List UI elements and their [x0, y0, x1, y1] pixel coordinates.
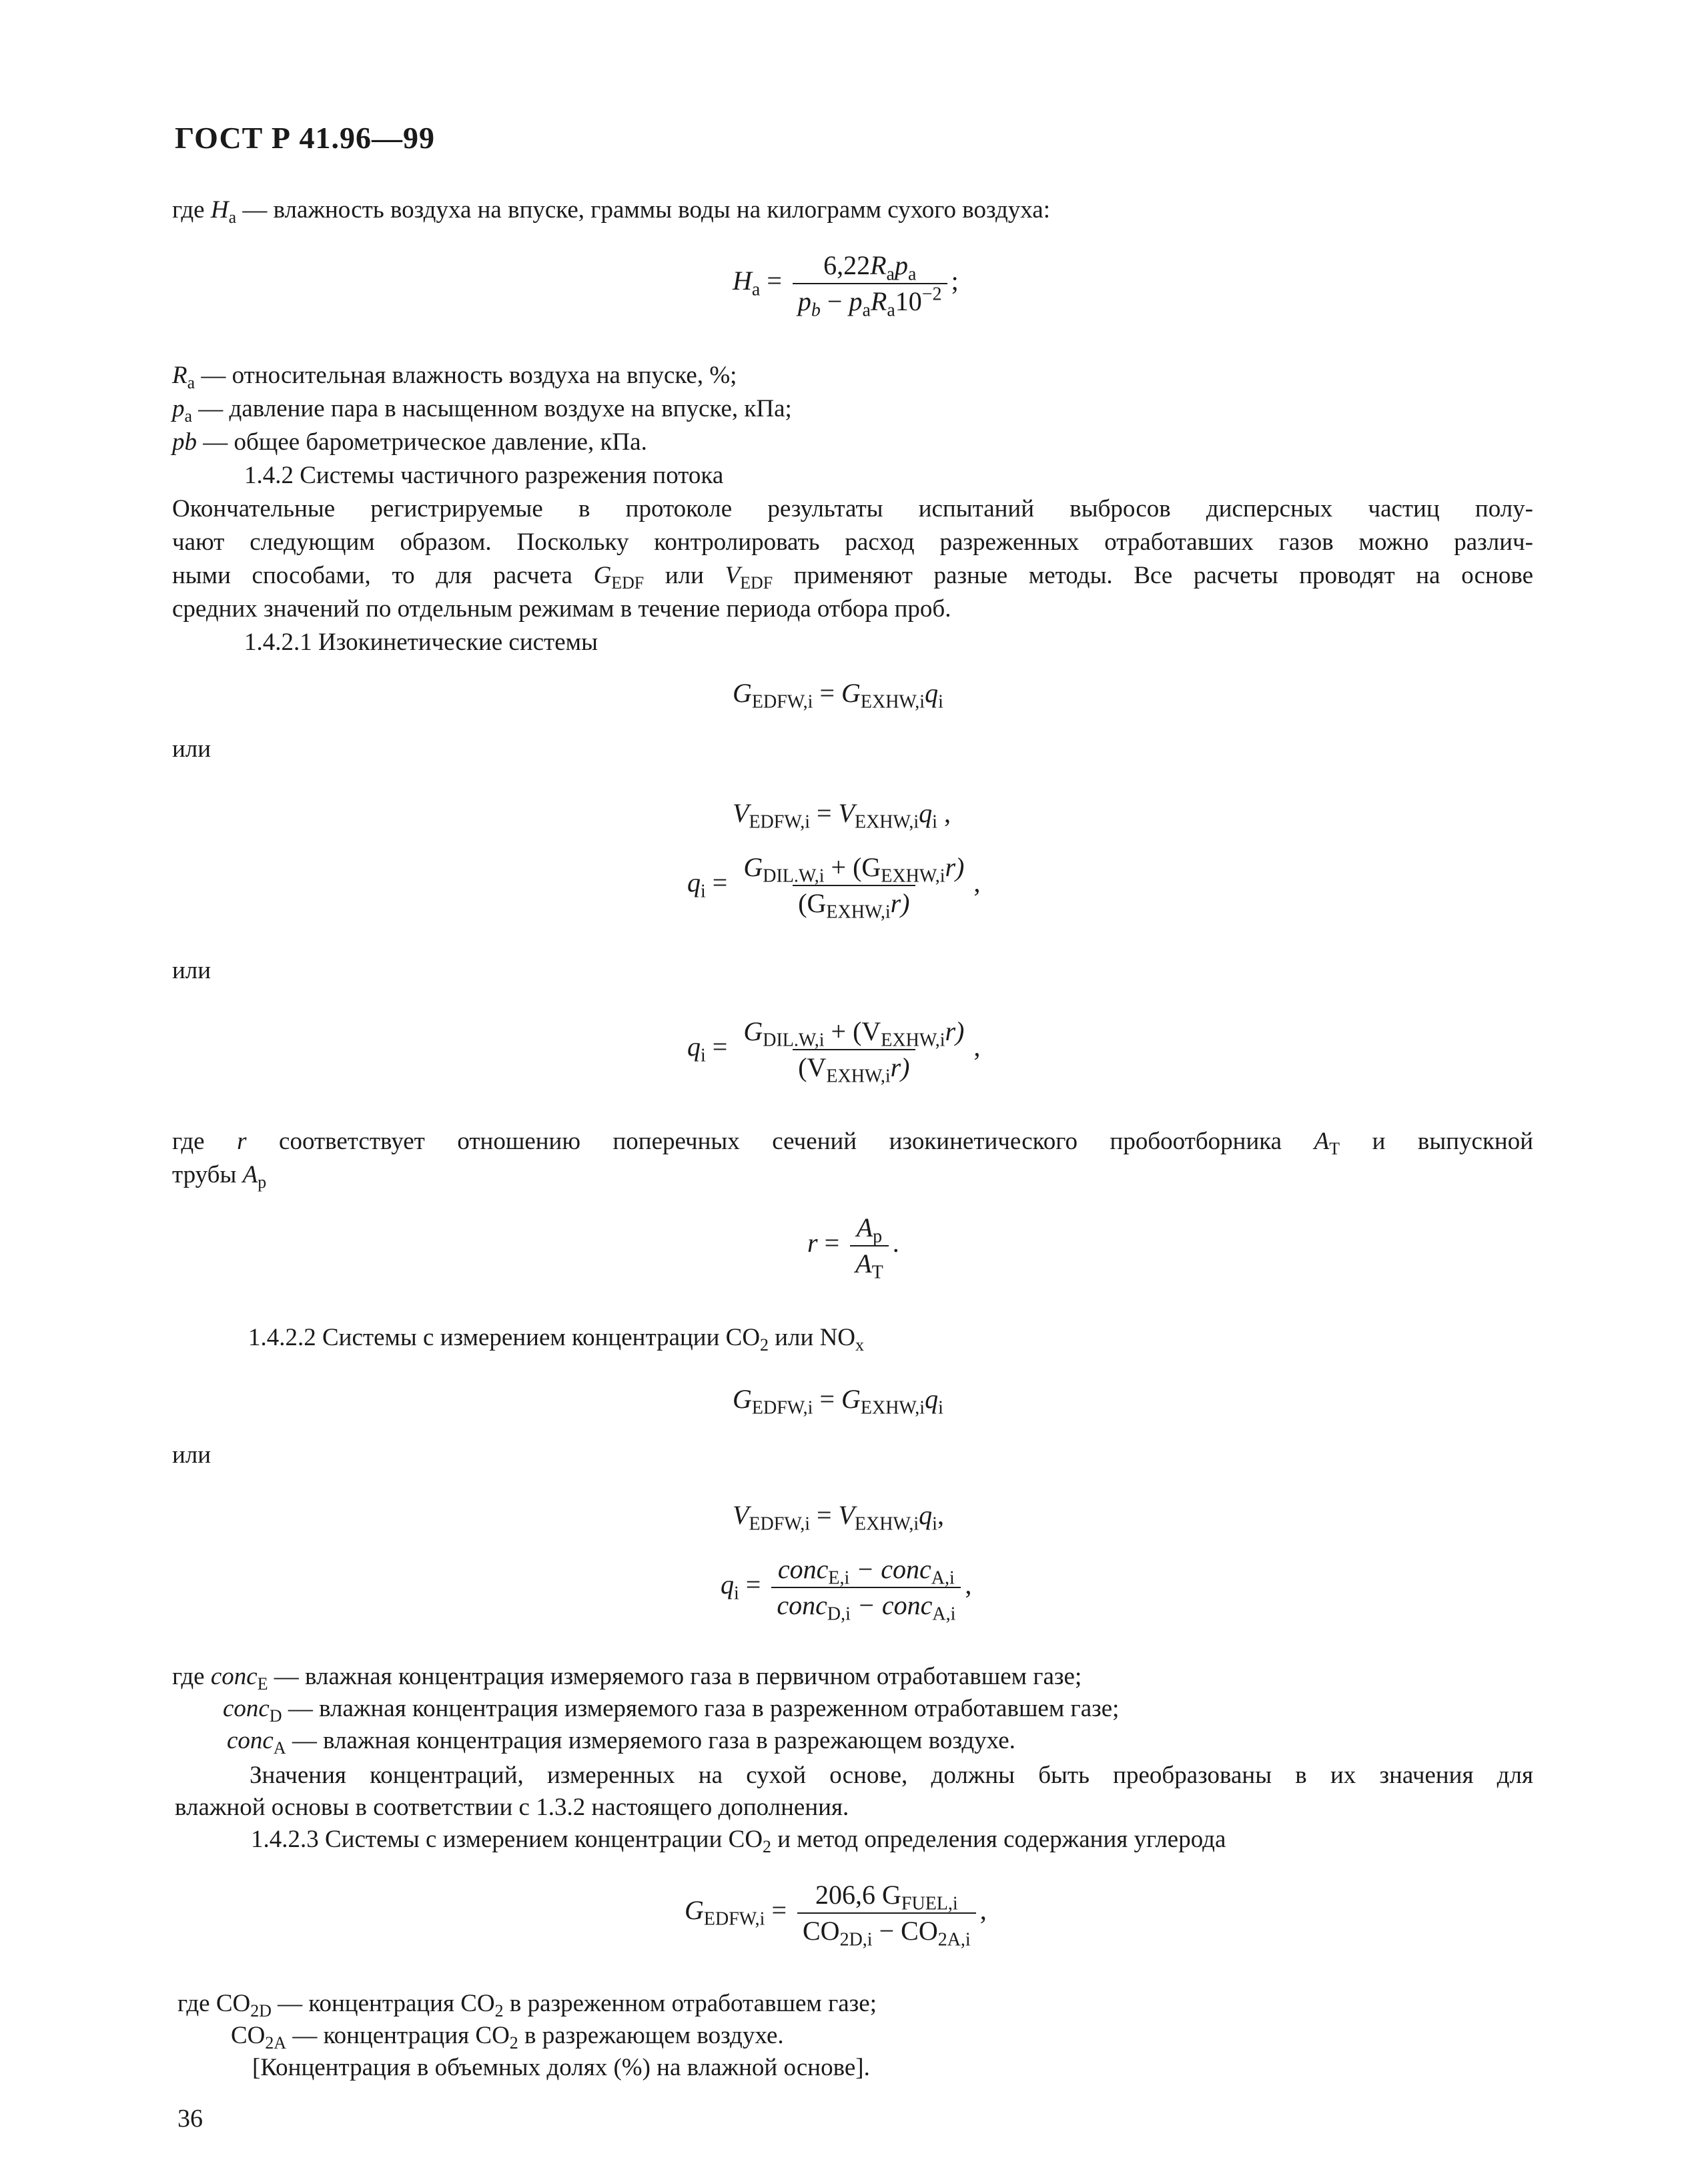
or-text-3: или: [172, 1441, 211, 1469]
ha-formula: $H_a$ = $\frac{6,22R_ap_a}{p_b - p_aR_a10^{-2}}$ ;: [733, 250, 959, 321]
def-conc-e: где conc$_E$ — влажная концентрация измеряемого газа в первичном отработавшем газе;: [172, 1663, 1082, 1694]
page-number: 36: [177, 2105, 203, 2133]
section-1-4-2-3-title: 1.4.2.3 Системы с измерением концентрации $CO_2$ и метод определения содержания углерода: [251, 1826, 1226, 1856]
or-text-2: или: [172, 957, 211, 984]
or-text-1: или: [172, 735, 211, 763]
def-co2d: где $CO_{2D}$ — концентрация $CO_2$ в разреженном отработавшем газе;: [177, 1990, 877, 2021]
section-1-4-2-para-line1: Окончательные регистрируемые в протоколе результаты испытаний выбросов дисперсных частиц полу-: [172, 495, 1533, 522]
r-definition-line1: где r соответствует отношению поперечных сечений изокинетического пробоотборника $A_T$ и выпускной: [172, 1128, 1534, 1158]
def-conc-d: conc$_D$ — влажная концентрация измеряемого газа в разреженном отработавшем газе;: [223, 1695, 1120, 1726]
dry-basis-para-line2: влажной основы в соответствии с 1.3.2 настоящего дополнения.: [175, 1794, 849, 1821]
r-definition-line2: трубы $A_p$: [172, 1161, 267, 1192]
section-1-4-2-1-title: 1.4.2.1 Изокинетические системы: [244, 629, 598, 656]
equation-qi-1: $q_i$ = $\frac{G_{DIL.W,i} + (G_{EXHW,i}r)}{(G_{EXHW,i}r)}$ ,: [687, 852, 981, 923]
section-1-4-2-para-line3: ными способами, то для расчета $G_{EDF}$ или $V_{EDF}$ применяют разные методы. Все расчеты проводят на основе: [172, 562, 1534, 593]
section-1-4-2-para-line2: чают следующим образом. Поскольку контролировать расход разреженных отработавших газов можно различ-: [172, 528, 1533, 556]
section-1-4-2-para-line4: средних значений по отдельным режимам в течение периода отбора проб.: [172, 595, 951, 623]
def-pa: $p_a$ — давление пара в насыщенном воздухе на впуске, кПа;: [172, 395, 792, 426]
ha-fraction: $\frac{6,22R_ap_a}{p_b - p_aR_a10^{-2}}$: [793, 251, 947, 316]
equation-r: r = $\frac{A_p}{A_T}$ .: [807, 1212, 899, 1283]
equation-gedfw-1: $G_{EDFW,i} = G_{EXHW,i}q_i$: [733, 678, 943, 713]
equation-qi-conc: $q_i$ = $\frac{conc_{E,i} - conc_{A,i}}{conc_{D,i} - conc_{A,i}}$ ,: [721, 1554, 972, 1625]
bracket-note: [Концентрация в объемных долях (%) на влажной основе].: [252, 2054, 870, 2081]
equation-vedfw-1: $V_{EDFW,i} = V_{EXHW,i}q_i$ ,: [733, 798, 951, 833]
def-ra: $R_a$ — относительная влажность воздуха на впуске, %;: [172, 362, 737, 392]
ha-intro-line: где $H_a$ — влажность воздуха на впуске, граммы воды на килограмм сухого воздуха:: [172, 196, 1051, 227]
def-conc-a: conc$_A$ — влажная концентрация измеряемого газа в разрежающем воздухе.: [227, 1727, 1015, 1758]
equation-gedfw-2: $G_{EDFW,i} = G_{EXHW,i}q_i$: [733, 1384, 943, 1419]
def-co2a: $CO_{2A}$ — концентрация $CO_2$ в разрежающем воздухе.: [231, 2022, 784, 2053]
def-pb: pb — общее барометрическое давление, кПа.: [172, 428, 647, 456]
dry-basis-para-line1: Значения концентраций, измеренных на сухой основе, должны быть преобразованы в их значения для: [250, 1762, 1533, 1789]
section-1-4-2-2-title: 1.4.2.2 Системы с измерением концентрации $CO_2$ или $NO_x$: [248, 1324, 864, 1355]
section-1-4-2-title: 1.4.2 Системы частичного разрежения потока: [244, 462, 724, 489]
equation-gedfw-carbon: $G_{EDFW,i}$ = $\frac{206,6 G_{FUEL,i}}{CO_{2D,i} - CO_{2A,i}}$ ,: [685, 1880, 987, 1950]
equation-qi-2: $q_i$ = $\frac{G_{DIL.W,i} + (V_{EXHW,i}r)}{(V_{EXHW,i}r)}$ ,: [687, 1016, 981, 1087]
equation-vedfw-2: $V_{EDFW,i} = V_{EXHW,i}q_i$,: [733, 1500, 944, 1535]
document-header: ГОСТ Р 41.96—99: [175, 121, 435, 155]
